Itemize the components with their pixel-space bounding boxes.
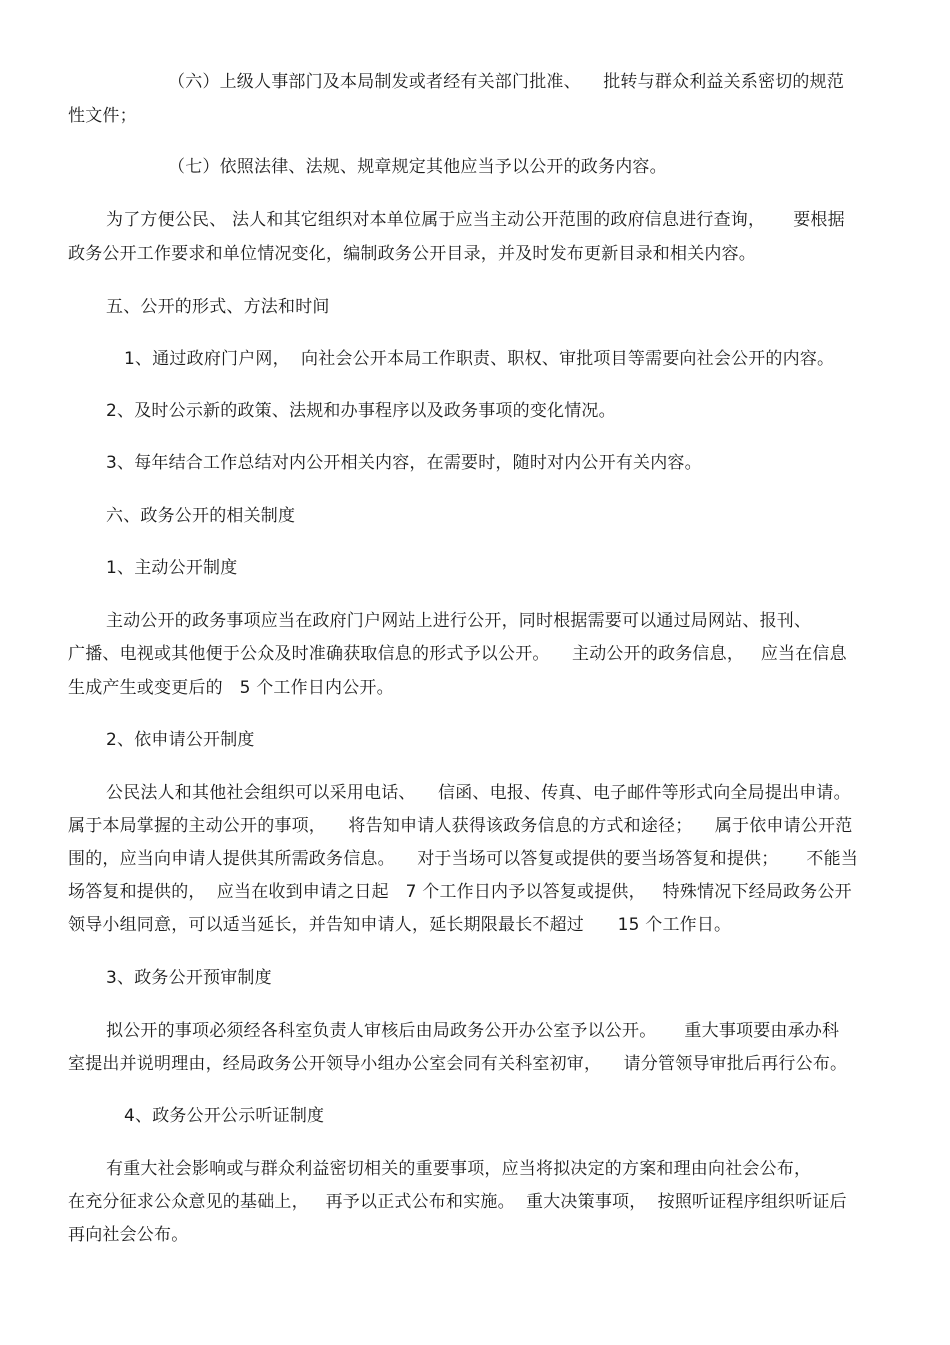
paragraph-line: 领导小组同意，可以适当延长，并告知申请人，延长期限最长不超过 15 个工作日。 (68, 915, 732, 935)
subsection-heading: 4、政务公开公示听证制度 (124, 1106, 325, 1126)
paragraph-line: 围的，应当向申请人提供其所需政务信息。 对于当场可以答复或提供的要当场答复和提供； 不能当 (68, 849, 859, 869)
paragraph-line: 属于本局掌握的主动公开的事项， 将告知申请人获得该政务信息的方式和途径； 属于依申请公开范 (68, 816, 853, 836)
paragraph-line: （六）上级人事部门及本局制发或者经有关部门批准、 批转与群众利益关系密切的规范 (168, 72, 845, 92)
subsection-heading: 2、依申请公开制度 (106, 730, 255, 750)
paragraph-line: 场答复和提供的， 应当在收到申请之日起 7 个工作日内予以答复或提供， 特殊情况下经局政务公开 (68, 882, 852, 902)
section-heading: 五、公开的形式、方法和时间 (106, 297, 330, 317)
paragraph-line: 在充分征求公众意见的基础上， 再予以正式公布和实施。 重大决策事项， 按照听证程序组织听证后 (68, 1192, 847, 1212)
paragraph-line: 广播、电视或其他便于公众及时准确获取信息的形式予以公开。 主动公开的政务信息， 应当在信息 (68, 644, 847, 664)
paragraph-line: 公民法人和其他社会组织可以采用电话、 信函、电报、传真、电子邮件等形式向全局提出申请。 (106, 783, 851, 803)
paragraph-line: 再向社会公布。 (68, 1225, 189, 1245)
paragraph-line: （七）依照法律、法规、规章规定其他应当予以公开的政务内容。 (168, 157, 667, 177)
paragraph-line: 拟公开的事项必须经各科室负责人审核后由局政务公开办公室予以公开。 重大事项要由承办科 (106, 1021, 840, 1041)
paragraph-line: 有重大社会影响或与群众利益密切相关的重要事项，应当将拟决定的方案和理由向社会公布， (106, 1159, 812, 1179)
list-item: 3、每年结合工作总结对内公开相关内容，在需要时，随时对内公开有关内容。 (106, 453, 702, 473)
list-item: 1、通过政府门户网， 向社会公开本局工作职责、职权、审批项目等需要向社会公开的内容。 (124, 349, 835, 369)
subsection-heading: 1、主动公开制度 (106, 558, 238, 578)
paragraph-line: 性文件； (68, 106, 137, 126)
list-item: 2、及时公示新的政策、法规和办事程序以及政务事项的变化情况。 (106, 401, 616, 421)
paragraph-line: 为了方便公民、 法人和其它组织对本单位属于应当主动公开范围的政府信息进行查询， 要根据 (106, 210, 845, 230)
paragraph-line: 主动公开的政务事项应当在政府门户网站上进行公开，同时根据需要可以通过局网站、报刊、 (106, 611, 812, 631)
paragraph-line: 政务公开工作要求和单位情况变化，编制政务公开目录，并及时发布更新目录和相关内容。 (68, 244, 756, 264)
paragraph-line: 生成产生或变更后的 5 个工作日内公开。 (68, 678, 394, 698)
paragraph-line: 室提出并说明理由，经局政务公开领导小组办公室会同有关科室初审， 请分管领导审批后再行公布。 (68, 1054, 848, 1074)
subsection-heading: 3、政务公开预审制度 (106, 968, 272, 988)
section-heading: 六、政务公开的相关制度 (106, 506, 296, 526)
